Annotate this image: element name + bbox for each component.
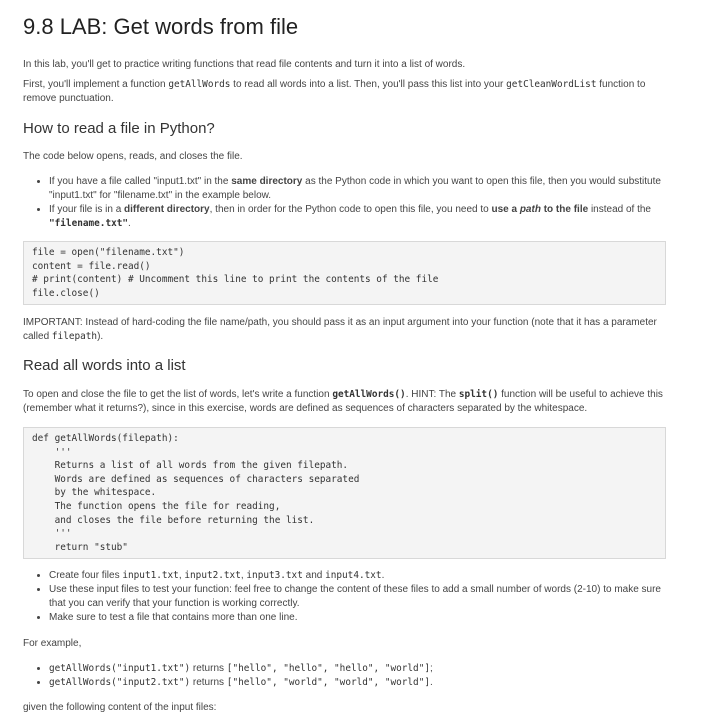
list-item	[49, 203, 676, 231]
bullet-text: , then in order for the Python code to open this file, you need to	[209, 204, 492, 215]
bullet-text: .	[128, 218, 131, 229]
inline-code-input2: input2.txt	[184, 570, 241, 581]
inline-code-example-call: getAllWords("input1.txt")	[49, 663, 191, 674]
bold-text-part: use a	[491, 204, 520, 215]
list-item	[49, 662, 676, 676]
inline-code-getcleanwordlist: getCleanWordList	[506, 79, 597, 90]
section-heading-read-file: How to read a file in Python?	[23, 120, 215, 137]
inline-code-input1: input1.txt	[122, 570, 179, 581]
italic-text: path	[519, 204, 541, 215]
section-heading-read-words: Read all words into a list	[23, 357, 186, 374]
paragraph-text: To open and close the file to get the list of words, let's write a function	[23, 389, 333, 400]
intro-paragraph-2	[23, 78, 676, 106]
inline-code-getallwords: getAllWords()	[332, 389, 406, 400]
bullet-text: .	[381, 570, 385, 581]
bold-text-part: to the file	[540, 204, 589, 215]
inline-code-example-result: ["hello", "hello", "hello", "world"]	[226, 663, 430, 674]
intro-text: function to remove punctuation.	[23, 79, 646, 104]
bullet-text: ;	[430, 663, 433, 674]
bullet-text: If you have a file called "input1.txt" in the	[49, 176, 232, 187]
bullet-text: ,	[240, 570, 247, 581]
inline-code-split: split()	[458, 389, 499, 400]
list-item: • Use these input files to test your function: feel free to change the content of these files to add a small number of words (2-10) to make sure that you can verify that your function is working correctly.	[49, 583, 676, 611]
bold-text: different directory	[124, 204, 210, 215]
note-text: ).	[97, 331, 104, 342]
inline-code-filename: "filename.txt"	[49, 218, 129, 229]
inline-code-input4: input4.txt	[325, 570, 382, 581]
bullet-text: Create four files	[49, 570, 123, 581]
section2-bullet-list	[23, 569, 676, 625]
bullet-text: ,	[178, 570, 185, 581]
note-text: IMPORTANT: Instead of hard-coding the file name/path, you should pass it as an input argument into your function (note that it has a parameter called	[23, 317, 657, 342]
list-item	[49, 676, 676, 690]
intro-paragraph-1: In this lab, you'll get to practice writing functions that read file contents and turn it into a list of words.	[23, 59, 466, 70]
bold-text: same directory	[231, 176, 303, 187]
bold-text	[491, 204, 588, 215]
example-list	[23, 662, 676, 690]
inline-code-input3: input3.txt	[246, 570, 303, 581]
paragraph-text: . HINT: The	[405, 389, 459, 400]
paragraph-text: function will be useful to achieve this (remember what it returns?), since in this exercise, words are defined as sequences of characters separated by the whitespace.	[23, 389, 663, 414]
bullet-text: returns	[190, 677, 227, 688]
inline-code-example-result: ["hello", "world", "world", "world"]	[226, 677, 430, 688]
inline-code-filepath: filepath	[51, 331, 98, 342]
page-title: 9.8 LAB: Get words from file	[23, 14, 299, 39]
inline-code-getallwords: getAllWords	[168, 79, 231, 90]
section1-bullet-list	[23, 175, 676, 231]
section2-paragraph	[23, 388, 676, 416]
given-content-label: given the following content of the input files:	[23, 702, 217, 713]
code-block-getallwords: def getAllWords(filepath): ''' Returns a list of all words from the given filepath. Words are defined as sequences of characters separated by the whitespace. The function opens the file for reading, and closes the file before returning the list. ''' return "stub"	[23, 427, 666, 559]
list-item: • Make sure to test a file that contains more than one line.	[49, 611, 676, 625]
intro-text: First, you'll implement a function	[23, 79, 169, 90]
bullet-text: .	[430, 677, 433, 688]
bullet-text: If your file is in a	[49, 204, 125, 215]
bullet-text: instead of the	[588, 204, 651, 215]
bullet-text: and	[302, 570, 326, 581]
code-block-read-file: file = open("filename.txt") content = file.read() # print(content) # Uncomment this line to print the contents of the file file.close()	[23, 241, 666, 305]
important-note	[23, 316, 676, 344]
for-example-label: For example,	[23, 638, 82, 649]
list-item	[49, 569, 676, 583]
inline-code-example-call: getAllWords("input2.txt")	[49, 677, 191, 688]
list-item	[49, 175, 676, 203]
bullet-text: returns	[190, 663, 227, 674]
bullet-text: as the Python code in which you want to open this file, then you would substitute "input1.txt" for "filename.txt" in the example below.	[49, 176, 661, 201]
intro-text: to read all words into a list. Then, you'll pass this list into your	[230, 79, 507, 90]
section1-paragraph: The code below opens, reads, and closes the file.	[23, 151, 243, 162]
